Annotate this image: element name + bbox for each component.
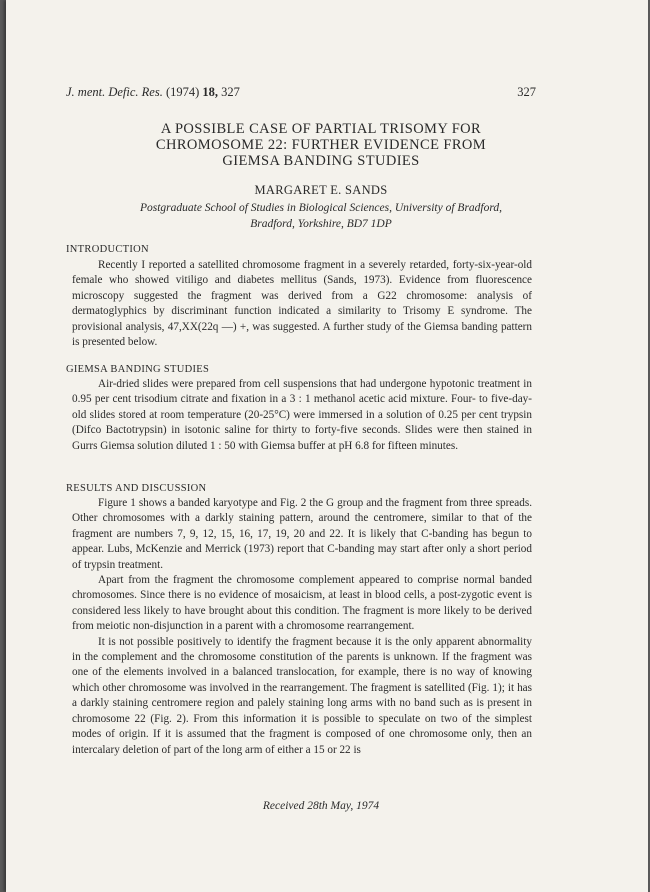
journal-name: J. ment. Defic. Res. [66,85,163,99]
title-line: CHROMOSOME 22: FURTHER EVIDENCE FROM [155,137,487,153]
paragraph: It is not possible positively to identify the fragment because it is the only apparent abnormality in the complement and the chromosome constitution of the parents is unknown. If the fragment was one of the elements involved in a balanced translocation, for example, there is no way of knowing which other chromosome was involved in the rearrangement. The fragment is satellited (Fig. 1); it has a darkly staining centromere region and palely staining long arms with no band such as is present in chromosome 22 (Fig. 2). From this information it is possible to speculate on two of the simplest modes of origin. If it is assumed that the fragment is composed of one chromosome only, then an intercalary deletion of part of the long arm of either a 15 or 22 is [72,635,532,756]
paragraph: Air-dried slides were prepared from cell suspensions that had undergone hypotonic treatment in 0.95 per cent trisodium citrate and fixation in a 3 : 1 methanol acetic acid mixture. Four- to five-day-old slides stored at room temperature (20-25°C) were immersed in a solution of 0.25 per cent trypsin (Difco Bactotrypsin) in isotonic saline for thirty to forty-five seconds. Slides were then stained in Gurrs Giemsa solution diluted 1 : 50 with Giemsa buffer at pH 6.8 for fifteen minutes. [72,378,532,452]
running-header [66,85,536,100]
received-date: Received 28th May, 1974 [262,800,380,812]
journal-year: (1974) [165,85,200,99]
author-affiliation [66,200,576,232]
paragraph: Apart from the fragment the chromosome complement appeared to comprise normal banded chromosomes. Since there is no evidence of mosaicism, at least in blood cells, a post-zygotic event is considered less likely to have brought about this condition. The fragment is more likely to be derived from meiotic non-disjunction in a parent with a chromosome rearrangement. [72,574,532,633]
paragraph: Figure 1 shows a banded karyotype and Fig. 2 the G group and the fragment from three spreads. Other chromosomes with a darkly staining pattern, around the centromere, similar to that of the fragment are numbers 7, 9, 12, 15, 16, 17, 19, 20 and 22. It is likely that C-banding has begun to appear. Lubs, McKenzie and Merrick (1973) report that C-banding may start after only a short period of trypsin treatment. [72,497,532,571]
page-number: 327 [517,85,536,99]
results-body [72,496,532,758]
title-line: A POSSIBLE CASE OF PARTIAL TRISOMY FOR [160,121,482,137]
article-title [66,121,576,169]
paragraph: Recently I reported a satellited chromosome fragment in a severely retarded, forty-six-year-old female who showed vitiligo and diabetes mellitus (Sands, 1973). Evidence from fluorescence microscopy suggested the fragment was derived from a G22 chromosome: analysis of dermatoglyphics by discriminant function indicated a similarity to Trisomy E syndrome. The provisional analysis, 47,XX(22q —) +, was suggested. A further study of the Giemsa banding pattern is presented below. [72,259,532,349]
giemsa-body [72,377,532,454]
journal-page [6,0,648,892]
affiliation-line: Bradford, Yorkshire, BD7 1DP [250,218,392,230]
section-heading-results: RESULTS AND DISCUSSION [66,483,207,494]
citation [66,85,240,100]
introduction-body [72,258,532,350]
affiliation-line: Postgraduate School of Studies in Biological Sciences, University of Bradford, [139,202,503,214]
title-line: GIEMSA BANDING STUDIES [222,153,420,169]
section-heading-giemsa: GIEMSA BANDING STUDIES [66,364,210,375]
journal-volume: 18, [202,85,219,99]
journal-start-page: 327 [221,85,240,99]
author-name: MARGARET E. SANDS [254,183,388,197]
section-heading-introduction: INTRODUCTION [66,244,149,255]
